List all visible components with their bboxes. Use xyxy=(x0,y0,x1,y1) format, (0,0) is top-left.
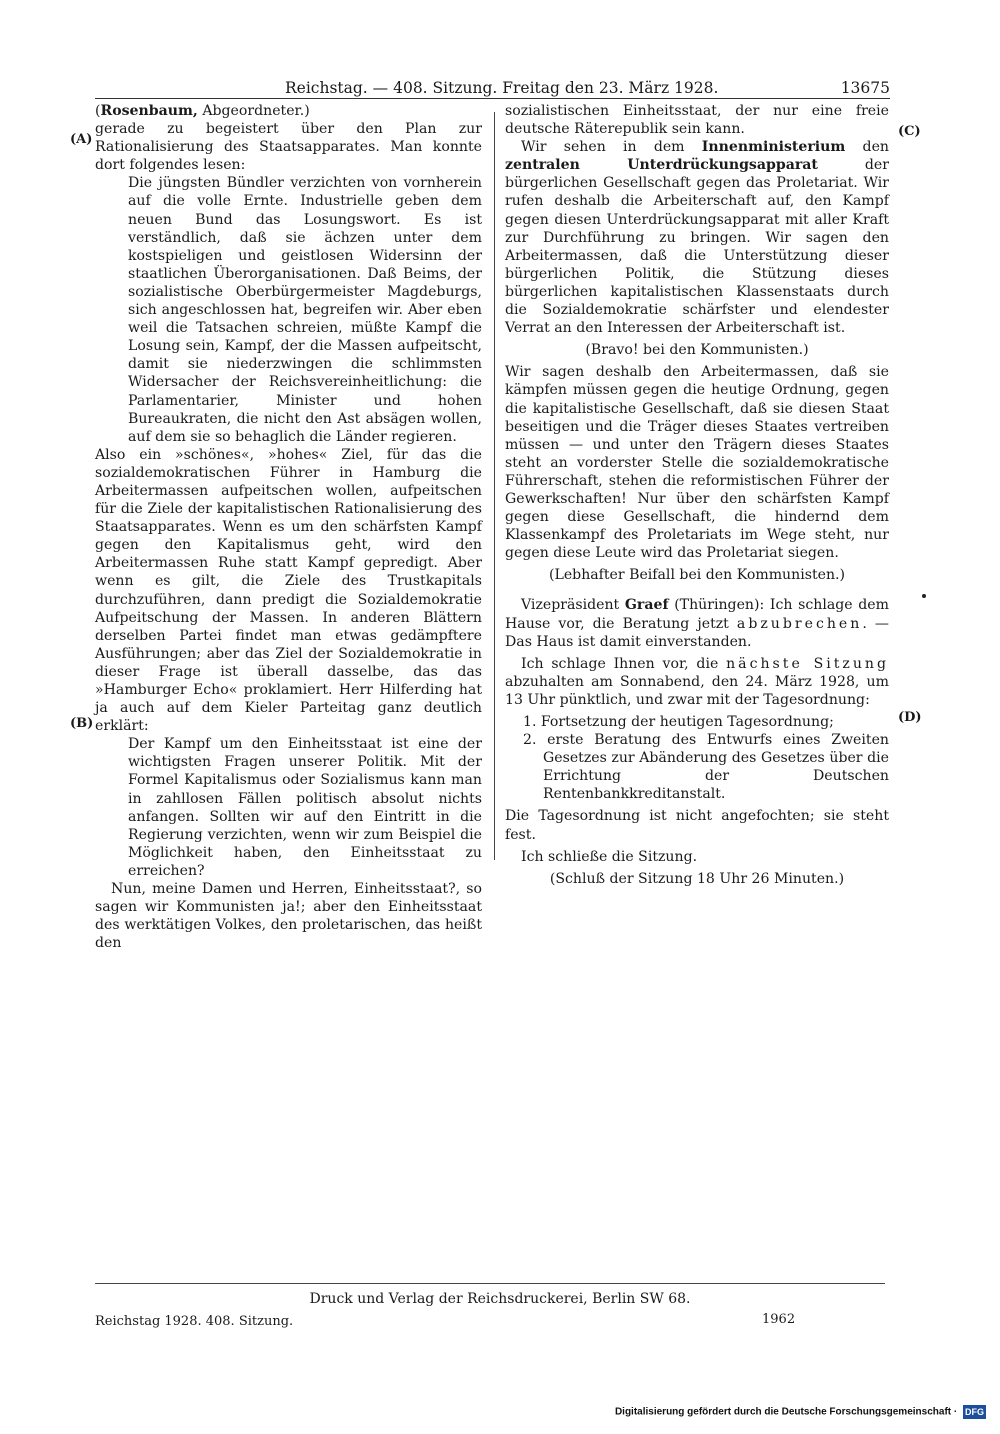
footer-sheet-number: 1962 xyxy=(762,1312,796,1327)
speaker-line: (Rosenbaum, Abgeordneter.) xyxy=(95,103,310,119)
vp-name: Graef xyxy=(624,597,669,614)
dfg-credit: Digitalisierung gefördert durch die Deutsche Forschungsgemeinschaft · DFG xyxy=(614,1407,984,1418)
left-quote-1: Die jüngsten Bündler verzichten von vornherein auf die volle Ernte. Industrielle geben dem neuen Bund das Losungswort. Es ist verständlich, daß sie ächzen unter dem kostspieligen und geistlosen Widersinn der staatlichen Überorganisationen. Daß Beims, der sozialistische Oberbürgermeister Magdeburgs, sich angeschlossen hat, begreifen wir. Aber eben weil die Tatsachen schreien, müßte Kampf die Losung sein, Kampf, der die Massen aufpeitscht, damit sie niederzwingen die schlimmsten Widersacher der Reichsvereinheitlichung: die Parlamentarier, Minister und hohen Bureaukraten, die nicht den Ast absägen wollen, auf dem sie so behaglich die Länder regieren. xyxy=(128,175,482,445)
vice-president-statement xyxy=(505,596,889,650)
vp-title: Vizepräsident xyxy=(521,597,620,614)
footer-reference: Reichstag 1928. 408. Sitzung. xyxy=(95,1314,294,1329)
agenda-fixed-paragraph: Die Tagesordnung ist nicht angefochten; sie steht fest. xyxy=(505,808,889,843)
right-paragraph-1: sozialistischen Einheitsstaat, der nur eine freie deutsche Räterepublik sein kann. xyxy=(505,103,889,138)
text-span: (Thüringen): Ich schlage dem Hause vor, die Beratung jetzt xyxy=(505,597,889,632)
margin-marker-b: (B) xyxy=(70,716,94,731)
text-span: den xyxy=(862,139,889,156)
agenda-item-2: 2. erste Beratung des Entwurfs eines Zweiten Gesetzes zur Abänderung des Gesetzes über die Errichtung der Deutschen Rentenbankkreditanstalt. xyxy=(523,732,889,803)
margin-marker-c: (C) xyxy=(898,124,921,139)
left-paragraph-3: Nun, meine Damen und Herren, Einheitsstaat?, so sagen wir Kommunisten ja!; aber den Einheitsstaat des werktätigen Volkes, den proletarischen, das heißt den xyxy=(95,881,482,952)
session-closing-note: (Schluß der Sitzung 18 Uhr 26 Minuten.) xyxy=(549,870,845,887)
printer-imprint: Druck und Verlag der Reichsdruckerei, Berlin SW 68. xyxy=(309,1291,691,1307)
bold-term-innenministerium: Innenministerium xyxy=(701,139,846,156)
margin-marker-a: (A) xyxy=(70,132,93,147)
spaced-term-abzubrechen: abzubrechen xyxy=(736,615,863,632)
text-span: abzuhalten am Sonnabend, den 24. März 1928, um 13 Uhr pünktlich, und zwar mit der Tagesordnung: xyxy=(505,673,889,708)
next-session-paragraph xyxy=(505,655,889,709)
text-span: Wir sehen in dem xyxy=(521,139,685,156)
dfg-credit-text: Digitalisierung gefördert durch die Deutsche Forschungsgemeinschaft xyxy=(614,1407,952,1418)
close-session-paragraph: Ich schließe die Sitzung. xyxy=(521,848,698,865)
text-span: Ich schlage Ihnen vor, die xyxy=(521,655,719,672)
spaced-term-next-session: nächste Sitzung xyxy=(726,655,889,672)
speaker-role: Abgeordneter.) xyxy=(202,103,310,119)
text-span: der bürgerlichen Gesellschaft gegen das Proletariat. Wir rufen deshalb die Arbeiterschaft auf, den Kampf gegen diesen Unterdrückungsapparat mit aller Kraft zur Durchführung zu bringen. Wir sagen den Arbeitermassen, daß die Unterstützung dieser bürgerlichen Politik, die Stützung dieses bürgerlichen kapitalistischen Klassenstaats durch die Sozialdemokratie schärfster und elendester Verrat an den Interessen der Arbeiterschaft ist. xyxy=(505,157,889,337)
reaction-applause: (Lebhafter Beifall bei den Kommunisten.) xyxy=(548,567,846,584)
margin-dot xyxy=(922,594,926,598)
footer-rule xyxy=(95,1283,885,1284)
column-divider xyxy=(494,112,495,860)
header-rule xyxy=(95,98,890,99)
left-quote-2: Der Kampf um den Einheitsstaat ist eine der wichtigsten Fragen unserer Politik. Mit der Formel Kapitalismus oder Sozialismus kann man in zahllosen Fällen politisch absolut nichts anfangen. Sollten wir auf den Eintritt in die Regierung verzichten, wenn wir zum Beispiel die Möglichkeit haben, den Einheitsstaat zu erreichen? xyxy=(128,736,482,879)
agenda-item-1: 1. Fortsetzung der heutigen Tagesordnung; xyxy=(523,714,834,730)
margin-marker-d: (D) xyxy=(898,710,922,725)
page-header xyxy=(95,78,890,100)
right-column xyxy=(505,102,889,888)
bold-term-apparat: zentralen Unterdrückungsapparat xyxy=(505,157,818,174)
left-paragraph-1: gerade zu begeistert über den Plan zur Rationalisierung des Staatsapparates. Man konnte dort folgendes lesen: xyxy=(95,121,482,174)
page-number: 13675 xyxy=(840,79,890,97)
reaction-bravo: (Bravo! bei den Kommunisten.) xyxy=(585,342,809,359)
left-column xyxy=(95,102,482,952)
header-title: Reichstag. — 408. Sitzung. Freitag den 23. März 1928. xyxy=(285,79,719,97)
right-paragraph-3: Wir sagen deshalb den Arbeitermassen, daß sie kämpfen müssen gegen die heutige Ordnung, gegen die kapitalistische Gesellschaft, daß sie diesen Staat beseitigen und die Träger dieses Staates vertreiben müssen — und unter den Trägern dieses Staates steht an vorderster Stelle die sozialdemokratische Führerschaft, stehen die reformistischen Führer der Gewerkschaften! Nur über den schärfsten Kampf gegen diese Gesellschaft, die hindernd dem Klassenkampf des Proletariats im Wege steht, nur gegen diese Leute wird das Proletariat siegen. xyxy=(505,364,889,562)
right-paragraph-2 xyxy=(505,138,889,337)
dfg-logo-icon: DFG xyxy=(965,1407,984,1418)
text-span: . — Das Haus ist damit einverstanden. xyxy=(505,615,890,650)
left-paragraph-2: Also ein »schönes«, »hohes« Ziel, für das die sozialdemokratischen Führer in Hamburg die Arbeitermassen aufpeitschen wollen, aufpeitschen für die Ziele der kapitalistischen Rationalisierung des Staatsapparates. Wenn es um den schärfsten Kampf gegen den Kapitalismus geht, wird den Arbeitermassen Ruhe statt Kampf gepredigt. Aber wenn es gilt, die Ziele des Trustkapitals durchzuführen, dann predigt die Sozialdemokratie Aufpeitschung der Massen. In anderen Blättern derselben Partei findet man etwas gedämpftere Ausführungen; aber das Ziel der Sozialdemokratie in dieser Frage ist überall dasselbe, das das »Hamburger Echo« proklamiert. Herr Hilferding hat ja auch auf dem Kieler Parteitag ganz deutlich erklärt: xyxy=(95,446,482,735)
speaker-name: Rosenbaum, xyxy=(100,103,198,119)
